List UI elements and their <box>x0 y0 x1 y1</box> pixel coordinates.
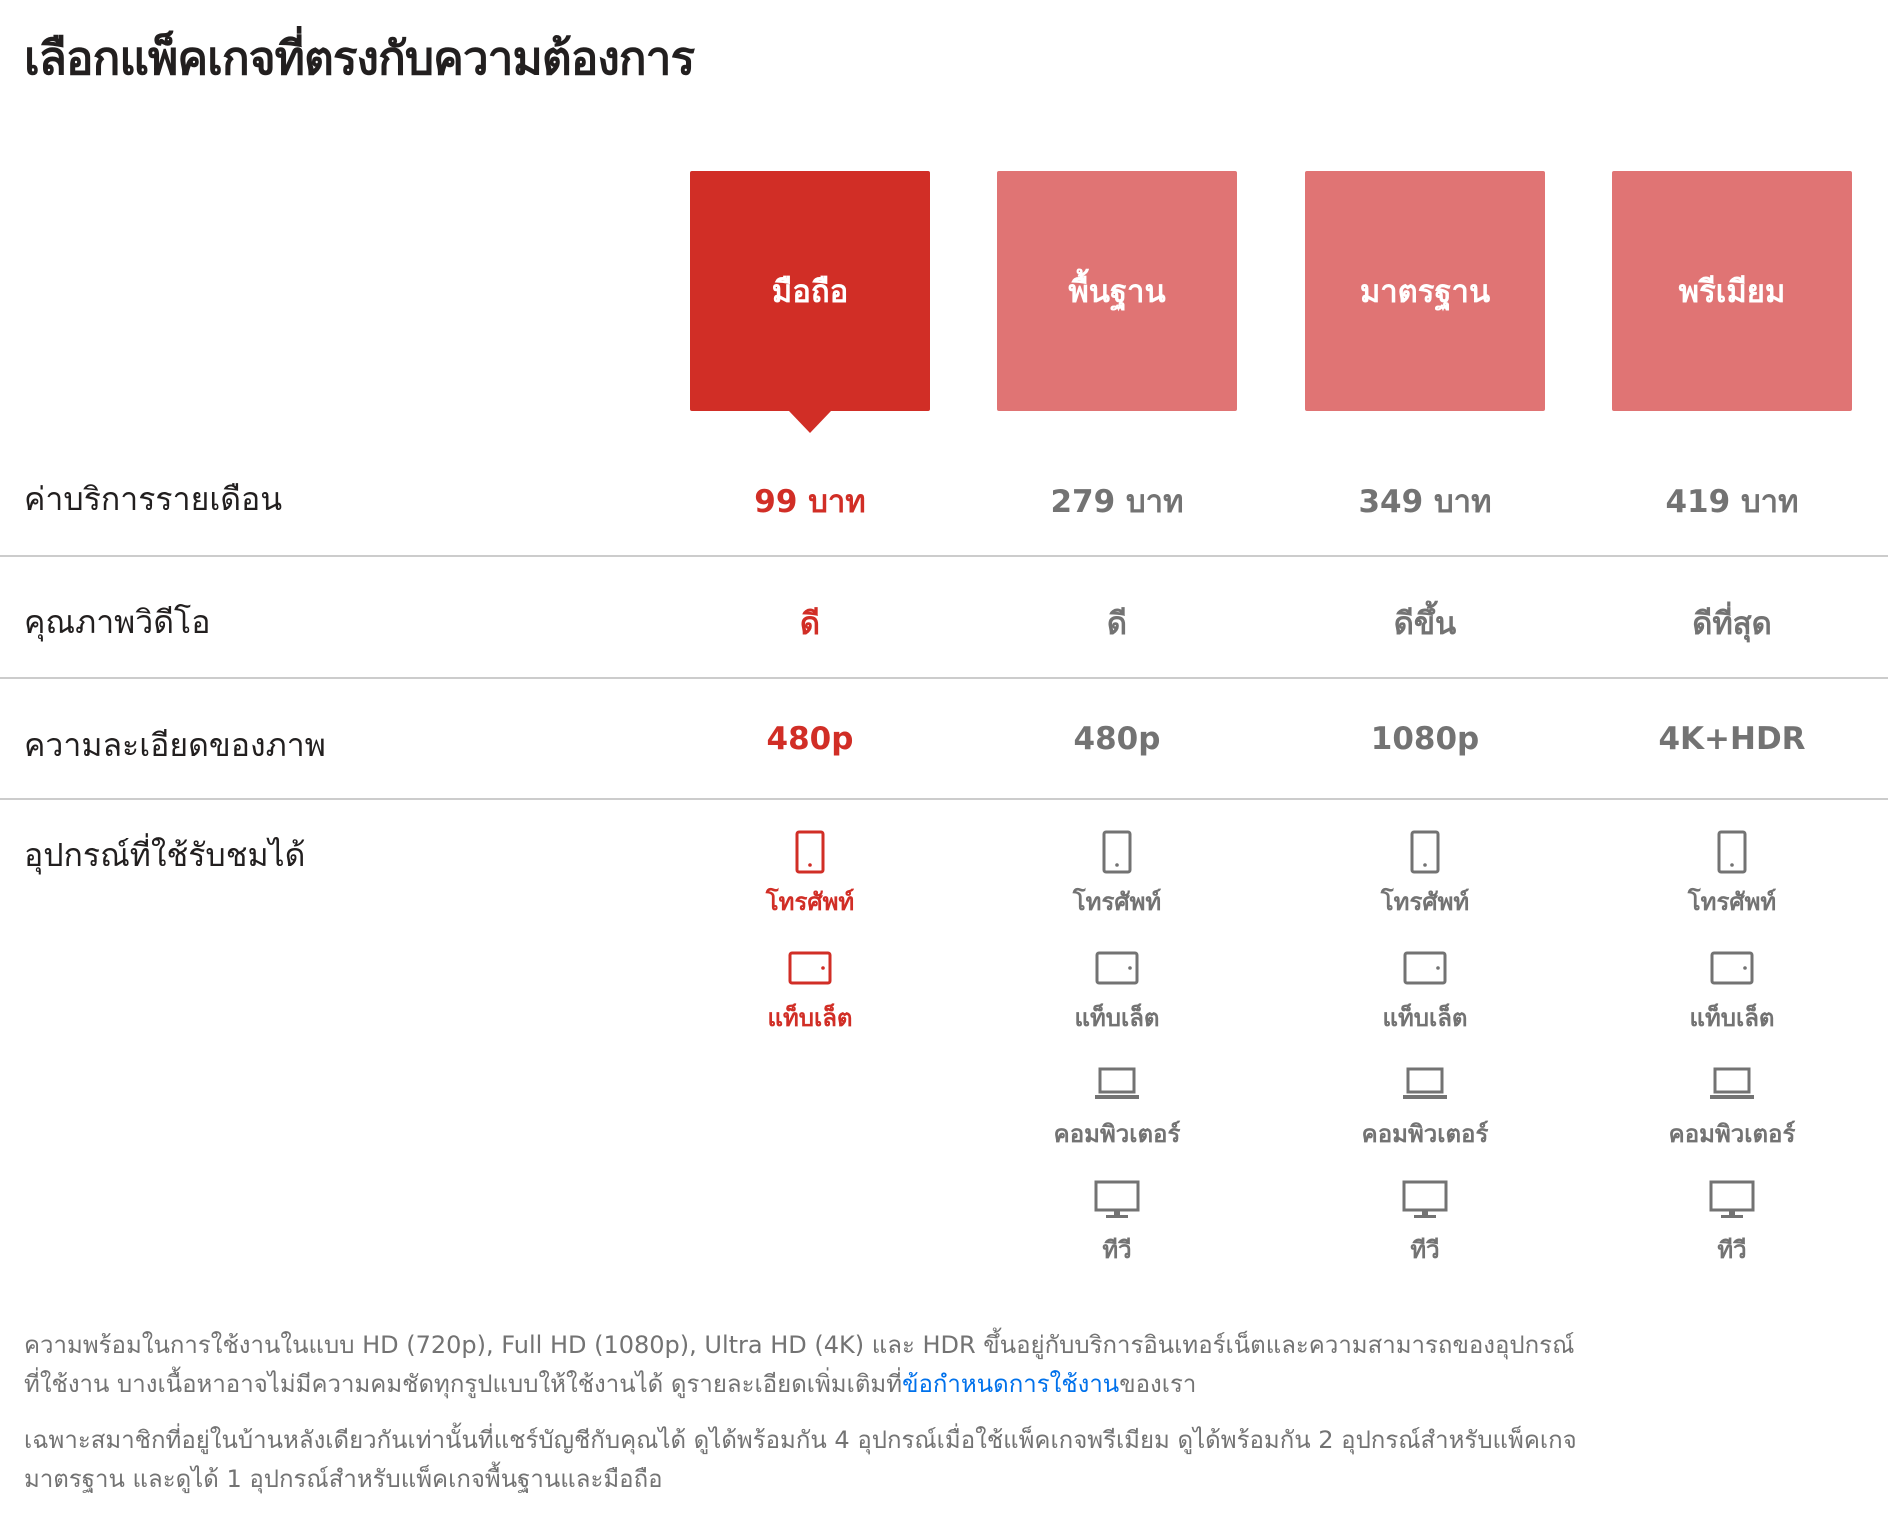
tv-icon <box>1632 1176 1832 1224</box>
hd-note-text: ความพร้อมในการใช้งานในแบบ HD (720p), Full HD (1080p), Ultra HD (4K) และ HDR ขึ้นอยู่กับบริการอินเทอร์เน็ตและความสามารถของอุปกรณ์ที่ใช้งาน บางเนื้อหาอาจไม่มีความคมชัดทุกรูปแบบให้ใช้งานได้ ดูรายละเอียดเพิ่มเติมที่ <box>24 1331 1575 1398</box>
device-label: แท็บเล็ต <box>1074 1004 1160 1032</box>
plan-name: พื้นฐาน <box>1068 274 1166 310</box>
device-label: คอมพิวเตอร์ <box>1361 1120 1489 1148</box>
row-divider <box>0 555 1888 557</box>
resolution-standard: 1080p <box>1370 721 1480 757</box>
tablet-icon <box>1325 944 1525 992</box>
device-computer <box>1632 1060 1832 1153</box>
quality-basic: ดี <box>1106 606 1128 642</box>
device-tablet <box>710 944 910 1037</box>
terms-of-use-link[interactable]: ข้อกำหนดการใช้งาน <box>902 1370 1120 1398</box>
device-phone <box>1325 828 1525 921</box>
price-standard: 349 บาท <box>1358 484 1492 520</box>
plan-name: พรีเมียม <box>1678 274 1786 310</box>
price-mobile: 99 บาท <box>754 484 866 520</box>
device-tv <box>1325 1176 1525 1269</box>
phone-icon <box>1632 828 1832 876</box>
plan-name: มือถือ <box>771 274 849 310</box>
tablet-icon <box>1017 944 1217 992</box>
plan-tile-mobile[interactable] <box>690 171 930 411</box>
row-divider <box>0 677 1888 679</box>
resolution-mobile: 480p <box>766 721 854 757</box>
plan-tile-basic[interactable] <box>997 171 1237 411</box>
resolution-row-label: ความละเอียดของภาพ <box>24 726 326 764</box>
device-label: แท็บเล็ต <box>767 1004 853 1032</box>
plan-name: มาตรฐาน <box>1359 274 1491 310</box>
quality-row-label: คุณภาพวิดีโอ <box>24 603 211 641</box>
device-label: ทีวี <box>1102 1236 1132 1264</box>
device-computer <box>1325 1060 1525 1153</box>
price-basic: 279 บาท <box>1050 484 1184 520</box>
tablet-icon <box>710 944 910 992</box>
quality-mobile: ดี <box>799 606 821 642</box>
device-label: คอมพิวเตอร์ <box>1053 1120 1181 1148</box>
device-tablet <box>1325 944 1525 1037</box>
quality-standard: ดีขึ้น <box>1393 606 1457 642</box>
resolution-basic: 480p <box>1073 721 1161 757</box>
devices-row-label: อุปกรณ์ที่ใช้รับชมได้ <box>24 836 306 874</box>
phone-icon <box>710 828 910 876</box>
device-label: ทีวี <box>1717 1236 1747 1264</box>
device-label: คอมพิวเตอร์ <box>1668 1120 1796 1148</box>
device-label: โทรศัพท์ <box>765 888 855 916</box>
device-tv <box>1632 1176 1832 1269</box>
device-phone <box>1632 828 1832 921</box>
device-label: แท็บเล็ต <box>1689 1004 1775 1032</box>
laptop-icon <box>1017 1060 1217 1108</box>
device-phone <box>710 828 910 921</box>
resolution-premium: 4K+HDR <box>1658 721 1806 757</box>
quality-premium: ดีที่สุด <box>1692 606 1772 642</box>
phone-icon <box>1325 828 1525 876</box>
phone-icon <box>1017 828 1217 876</box>
device-tablet <box>1632 944 1832 1037</box>
laptop-icon <box>1632 1060 1832 1108</box>
device-tablet <box>1017 944 1217 1037</box>
device-label: โทรศัพท์ <box>1072 888 1162 916</box>
sharing-note: เฉพาะสมาชิกที่อยู่ในบ้านหลังเดียวกันเท่านั้นที่แชร์บัญชีกับคุณได้ ดูได้พร้อมกัน 4 อุปกรณ์เมื่อใช้แพ็คเกจพรีเมียม ดูได้พร้อมกัน 2 อุปกรณ์สำหรับแพ็คเกจมาตรฐาน และดูได้ 1 อุปกรณ์สำหรับแพ็คเกจพื้นฐานและมือถือ <box>24 1426 1577 1493</box>
tablet-icon <box>1632 944 1832 992</box>
tv-icon <box>1325 1176 1525 1224</box>
row-divider <box>0 798 1888 800</box>
device-phone <box>1017 828 1217 921</box>
tv-icon <box>1017 1176 1217 1224</box>
device-label: แท็บเล็ต <box>1382 1004 1468 1032</box>
price-row-label: ค่าบริการรายเดือน <box>24 480 283 518</box>
hd-note-suffix: ของเรา <box>1119 1370 1197 1398</box>
device-computer <box>1017 1060 1217 1153</box>
plan-tile-standard[interactable] <box>1305 171 1545 411</box>
device-label: โทรศัพท์ <box>1687 888 1777 916</box>
plan-tile-premium[interactable] <box>1612 171 1852 411</box>
laptop-icon <box>1325 1060 1525 1108</box>
price-premium: 419 บาท <box>1665 484 1799 520</box>
device-tv <box>1017 1176 1217 1269</box>
page-title: เลือกแพ็คเกจที่ตรงกับความต้องการ <box>24 31 695 85</box>
device-label: โทรศัพท์ <box>1380 888 1470 916</box>
hd-availability-note <box>24 1326 1584 1404</box>
device-label: ทีวี <box>1410 1236 1440 1264</box>
